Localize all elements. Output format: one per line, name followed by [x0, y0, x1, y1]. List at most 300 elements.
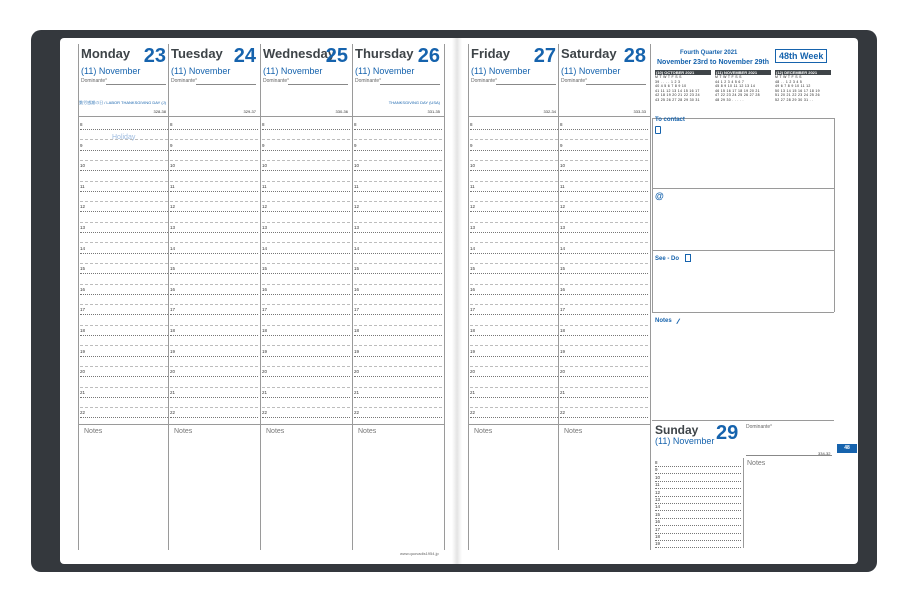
- divider: [652, 250, 834, 251]
- hour-label: 16: [470, 286, 476, 292]
- half-hour-row[interactable]: [80, 336, 168, 346]
- half-hour-row[interactable]: [560, 213, 648, 223]
- half-hour-row[interactable]: [354, 336, 442, 346]
- half-hour-row[interactable]: [80, 275, 168, 285]
- hour-row[interactable]: [170, 202, 258, 212]
- half-hour-row[interactable]: [560, 233, 648, 243]
- hour-label: 14: [80, 245, 86, 251]
- hour-row[interactable]: [80, 264, 168, 274]
- hour-row[interactable]: [262, 388, 350, 398]
- half-hour-row[interactable]: [262, 398, 350, 408]
- notes-label: Notes: [174, 428, 193, 435]
- hour-label: 9: [560, 142, 563, 148]
- hour-label: 21: [354, 389, 360, 395]
- holiday-label: THANKSGIVING DAY (USA): [388, 100, 440, 105]
- header-divider: [260, 116, 352, 117]
- hour-label: 10: [655, 474, 661, 480]
- half-hour-row[interactable]: [470, 378, 558, 388]
- hour-label: 18: [655, 534, 661, 539]
- hour-row[interactable]: [80, 182, 168, 192]
- half-hour-row[interactable]: [470, 151, 558, 161]
- hour-row[interactable]: [560, 367, 648, 377]
- half-hour-row[interactable]: [560, 192, 648, 202]
- hour-row[interactable]: [354, 141, 442, 151]
- half-hour-row[interactable]: [170, 275, 258, 285]
- hour-row[interactable]: [470, 347, 558, 357]
- mini-calendar-week: 47 22 23 24 25 26 27 28: [715, 93, 760, 98]
- column-divider: [352, 44, 353, 550]
- day-code: 329-37: [243, 109, 256, 114]
- half-hour-row[interactable]: [470, 254, 558, 264]
- divider: [652, 118, 653, 312]
- day-month: (11) November: [355, 66, 415, 76]
- half-hour-row[interactable]: [470, 357, 558, 367]
- hour-row[interactable]: [354, 244, 442, 254]
- day-column-friday: [468, 44, 560, 550]
- mini-calendar-weekdays: M T W T F S S: [775, 75, 802, 79]
- hour-row[interactable]: [470, 182, 558, 192]
- sunday-hour-row[interactable]: [655, 475, 741, 482]
- hour-row[interactable]: [354, 305, 442, 315]
- hour-label: 21: [470, 389, 476, 395]
- sunday-date: 29: [716, 422, 739, 444]
- hour-row[interactable]: [262, 223, 350, 233]
- hour-label: 10: [560, 163, 566, 169]
- hour-label: 13: [80, 225, 86, 230]
- hour-label: 18: [354, 328, 360, 333]
- sunday-hour-row[interactable]: [655, 519, 741, 526]
- half-hour-row[interactable]: [170, 254, 258, 264]
- hour-row[interactable]: [170, 305, 258, 315]
- hour-row[interactable]: [170, 182, 258, 192]
- mini-calendar-week: 42 18 19 20 21 22 23 24: [655, 93, 700, 98]
- hour-row[interactable]: [80, 305, 168, 315]
- hour-label: 22: [262, 410, 268, 416]
- hour-row[interactable]: [80, 161, 168, 171]
- dominante-line: [380, 84, 440, 85]
- hour-row[interactable]: [262, 305, 350, 315]
- half-hour-row[interactable]: [80, 316, 168, 326]
- half-hour-row[interactable]: [80, 295, 168, 305]
- half-hour-row[interactable]: [470, 233, 558, 243]
- hour-label: 16: [655, 519, 661, 525]
- hour-row[interactable]: [170, 408, 258, 418]
- hour-row[interactable]: [80, 120, 168, 130]
- half-hour-row[interactable]: [170, 192, 258, 202]
- half-hour-row[interactable]: [170, 357, 258, 367]
- day-month: (11) November: [263, 66, 323, 76]
- half-hour-row[interactable]: [170, 378, 258, 388]
- hour-label: 15: [170, 266, 176, 272]
- half-hour-row[interactable]: [354, 295, 442, 305]
- half-hour-row[interactable]: [354, 254, 442, 264]
- hour-label: 21: [560, 389, 566, 395]
- hour-label: 10: [170, 163, 176, 169]
- dominante-line: [196, 84, 256, 85]
- hour-row[interactable]: [80, 202, 168, 212]
- hour-row[interactable]: [80, 244, 168, 254]
- hour-row[interactable]: [560, 347, 648, 357]
- half-hour-row[interactable]: [170, 213, 258, 223]
- hour-row[interactable]: [354, 223, 442, 233]
- half-hour-row[interactable]: [170, 233, 258, 243]
- half-hour-row[interactable]: [354, 233, 442, 243]
- half-hour-row[interactable]: [170, 295, 258, 305]
- half-hour-row[interactable]: [80, 233, 168, 243]
- mini-calendar-week: 43 25 26 27 28 29 30 31: [655, 97, 700, 102]
- hour-row[interactable]: [354, 285, 442, 295]
- half-hour-row[interactable]: [262, 213, 350, 223]
- hour-label: 20: [80, 369, 86, 375]
- hour-row[interactable]: [80, 285, 168, 295]
- half-hour-row[interactable]: [470, 398, 558, 408]
- hour-label: 13: [655, 497, 661, 502]
- hour-row[interactable]: [170, 223, 258, 233]
- half-hour-row[interactable]: [80, 213, 168, 223]
- hour-row[interactable]: [354, 388, 442, 398]
- day-code: 330-36: [335, 109, 348, 114]
- hour-row[interactable]: [560, 326, 648, 336]
- sunday-hour-row[interactable]: [655, 467, 741, 474]
- day-code: 333-33: [633, 109, 646, 114]
- mini-calendar-title: (11) NOVEMBER 2021: [715, 70, 771, 75]
- hour-row[interactable]: [470, 244, 558, 254]
- day-name: Wednesday: [263, 46, 336, 61]
- half-hour-row[interactable]: [80, 357, 168, 367]
- hour-row[interactable]: [470, 202, 558, 212]
- hour-row[interactable]: [560, 244, 648, 254]
- day-number: 26: [417, 45, 440, 67]
- hour-row[interactable]: [80, 347, 168, 357]
- hour-row[interactable]: [560, 305, 648, 315]
- hour-row[interactable]: [170, 367, 258, 377]
- mini-calendar-week: 46 15 16 17 18 19 20 21: [715, 88, 760, 93]
- day-column-tuesday: [168, 44, 260, 550]
- half-hour-row[interactable]: [354, 378, 442, 388]
- hour-label: 22: [354, 410, 360, 416]
- day-number: 27: [533, 45, 556, 67]
- day-number: 23: [143, 45, 166, 67]
- half-hour-row[interactable]: [470, 172, 558, 182]
- half-hour-row[interactable]: [470, 316, 558, 326]
- day-name: Friday: [471, 46, 511, 61]
- hour-label: 19: [560, 348, 566, 354]
- notes-divider: [168, 424, 260, 425]
- hour-label: 20: [470, 369, 476, 375]
- hour-row[interactable]: [170, 388, 258, 398]
- hour-row[interactable]: [560, 182, 648, 192]
- hour-row[interactable]: [80, 408, 168, 418]
- hour-label: 18: [560, 328, 566, 333]
- header-divider: [468, 116, 560, 117]
- half-hour-row[interactable]: [262, 192, 350, 202]
- hour-label: 20: [262, 369, 268, 375]
- hour-row[interactable]: [560, 120, 648, 130]
- hour-label: 9: [470, 142, 473, 148]
- half-hour-row[interactable]: [560, 130, 648, 140]
- sunday-hour-row[interactable]: [655, 460, 741, 467]
- sunday-hour-row[interactable]: [655, 512, 741, 519]
- hour-row[interactable]: [262, 408, 350, 418]
- hour-row[interactable]: [170, 347, 258, 357]
- hour-row[interactable]: [354, 326, 442, 336]
- hour-label: 9: [655, 467, 658, 473]
- hour-row[interactable]: [262, 141, 350, 151]
- half-hour-row[interactable]: [262, 357, 350, 367]
- mini-calendar-week: 45 8 9 10 11 12 13 14: [715, 84, 756, 89]
- hour-label: 11: [470, 183, 475, 189]
- hour-label: 17: [354, 307, 360, 313]
- hour-row[interactable]: [560, 141, 648, 151]
- half-hour-row[interactable]: [80, 378, 168, 388]
- dominante-label: Dominante°: [263, 78, 290, 84]
- header-divider: [78, 116, 170, 117]
- half-hour-row[interactable]: [560, 336, 648, 346]
- half-hour-row[interactable]: [354, 192, 442, 202]
- hour-label: 10: [470, 163, 476, 169]
- mini-calendar: [655, 70, 711, 103]
- hour-row[interactable]: [560, 161, 648, 171]
- sunday-hour-row[interactable]: [655, 490, 741, 497]
- hour-label: 14: [354, 245, 360, 251]
- hour-row[interactable]: [80, 367, 168, 377]
- hour-label: 8: [354, 122, 357, 127]
- hour-label: 14: [655, 504, 661, 510]
- half-hour-row[interactable]: [470, 336, 558, 346]
- hour-row[interactable]: [262, 347, 350, 357]
- hour-label: 11: [80, 183, 85, 189]
- hour-row[interactable]: [80, 141, 168, 151]
- hour-label: 16: [560, 286, 566, 292]
- half-hour-row[interactable]: [262, 172, 350, 182]
- dominante-label: Dominante°: [171, 78, 198, 84]
- hour-row[interactable]: [262, 161, 350, 171]
- mini-calendar-week: 39 . . . . 1 2 3: [655, 79, 681, 84]
- sunday-hour-row[interactable]: [655, 504, 741, 511]
- hour-row[interactable]: [470, 367, 558, 377]
- half-hour-row[interactable]: [80, 151, 168, 161]
- sunday-code: 334-32: [818, 451, 831, 456]
- half-hour-row[interactable]: [262, 151, 350, 161]
- half-hour-row[interactable]: [560, 357, 648, 367]
- half-hour-row[interactable]: [262, 316, 350, 326]
- half-hour-row[interactable]: [80, 398, 168, 408]
- hour-label: 20: [170, 369, 176, 375]
- hour-label: 13: [470, 225, 476, 230]
- hour-row[interactable]: [354, 367, 442, 377]
- half-hour-row[interactable]: [80, 192, 168, 202]
- half-hour-row[interactable]: [170, 130, 258, 140]
- hour-row[interactable]: [470, 388, 558, 398]
- half-hour-row[interactable]: [170, 172, 258, 182]
- hour-label: 19: [655, 541, 661, 547]
- column-divider: [444, 44, 445, 550]
- hour-label: 10: [80, 163, 86, 169]
- day-number: 28: [623, 45, 646, 67]
- half-hour-row[interactable]: [560, 295, 648, 305]
- hour-label: 18: [80, 328, 86, 333]
- hour-label: 20: [560, 369, 566, 375]
- hour-row[interactable]: [170, 285, 258, 295]
- half-hour-row[interactable]: [470, 275, 558, 285]
- holiday-label: 勤労感謝の日 / LABOR THANKSGIVING DAY (J): [79, 100, 166, 105]
- half-hour-row[interactable]: [354, 275, 442, 285]
- half-hour-row[interactable]: [354, 316, 442, 326]
- hour-label: 12: [80, 204, 86, 210]
- mini-calendar-week: 49 6 7 8 9 10 11 12: [775, 84, 811, 89]
- half-hour-row[interactable]: [80, 254, 168, 264]
- half-hour-row[interactable]: [354, 130, 442, 140]
- half-hour-row[interactable]: [470, 192, 558, 202]
- pencil-icon: /: [675, 316, 681, 327]
- hour-label: 19: [170, 348, 176, 354]
- hour-label: 12: [655, 489, 661, 495]
- week-tab[interactable]: 48: [837, 444, 857, 453]
- hour-row[interactable]: [560, 264, 648, 274]
- hour-label: 13: [354, 225, 360, 230]
- hour-row[interactable]: [470, 305, 558, 315]
- hour-row[interactable]: [170, 141, 258, 151]
- hour-row[interactable]: [262, 202, 350, 212]
- half-hour-row[interactable]: [560, 316, 648, 326]
- half-hour-row[interactable]: [470, 295, 558, 305]
- hour-row[interactable]: [470, 120, 558, 130]
- half-hour-row[interactable]: [354, 172, 442, 182]
- half-hour-row[interactable]: [170, 316, 258, 326]
- mini-calendar-week: 48 29 30 . . . . .: [715, 97, 744, 102]
- to-contact-label: To contact: [655, 117, 685, 123]
- hour-row[interactable]: [262, 120, 350, 130]
- hour-row[interactable]: [170, 120, 258, 130]
- half-hour-row[interactable]: [262, 295, 350, 305]
- half-hour-row[interactable]: [470, 130, 558, 140]
- notes-label: Notes: [266, 428, 285, 435]
- hour-row[interactable]: [170, 326, 258, 336]
- hour-row[interactable]: [560, 223, 648, 233]
- hour-label: 16: [80, 286, 86, 292]
- half-hour-row[interactable]: [170, 151, 258, 161]
- email-icon: @: [655, 191, 664, 201]
- hour-label: 22: [560, 410, 566, 416]
- hour-row[interactable]: [560, 285, 648, 295]
- day-name: Tuesday: [171, 46, 223, 61]
- hour-row[interactable]: [354, 120, 442, 130]
- half-hour-row[interactable]: [262, 378, 350, 388]
- hour-row[interactable]: [470, 223, 558, 233]
- hour-row[interactable]: [470, 161, 558, 171]
- half-hour-row[interactable]: [80, 172, 168, 182]
- hour-row[interactable]: [470, 285, 558, 295]
- hour-row[interactable]: [262, 182, 350, 192]
- planner-spine: [452, 38, 462, 564]
- day-month: (11) November: [561, 66, 621, 76]
- sunday-hour-row[interactable]: [655, 497, 741, 504]
- hour-row[interactable]: [354, 161, 442, 171]
- hour-label: 15: [470, 266, 476, 272]
- dominante-line: [106, 84, 166, 85]
- hour-label: 14: [170, 245, 176, 251]
- half-hour-row[interactable]: [560, 172, 648, 182]
- hour-row[interactable]: [354, 408, 442, 418]
- half-hour-row[interactable]: [262, 336, 350, 346]
- hour-label: 17: [560, 307, 566, 313]
- divider: [652, 420, 834, 421]
- sunday-hour-row[interactable]: [655, 482, 741, 489]
- hour-row[interactable]: [354, 264, 442, 274]
- hour-row[interactable]: [470, 326, 558, 336]
- mini-calendar-title: (12) DECEMBER 2021: [775, 70, 831, 75]
- hour-label: 11: [354, 183, 359, 189]
- hour-row[interactable]: [262, 285, 350, 295]
- hour-label: 12: [262, 204, 268, 210]
- half-hour-row[interactable]: [262, 130, 350, 140]
- hour-row[interactable]: [80, 223, 168, 233]
- hour-label: 15: [262, 266, 268, 272]
- day-code: 328-38: [153, 109, 166, 114]
- see-do-label: See - Do: [655, 256, 680, 262]
- half-hour-row[interactable]: [354, 398, 442, 408]
- hour-row[interactable]: [262, 244, 350, 254]
- half-hour-row[interactable]: [170, 398, 258, 408]
- notes-divider: [558, 424, 650, 425]
- header-divider: [352, 116, 444, 117]
- sunday-hour-row[interactable]: [655, 541, 741, 548]
- notes-divider: [468, 424, 560, 425]
- hour-row[interactable]: [170, 244, 258, 254]
- half-hour-row[interactable]: [354, 213, 442, 223]
- half-hour-row[interactable]: [560, 378, 648, 388]
- half-hour-row[interactable]: [560, 275, 648, 285]
- half-hour-row[interactable]: [354, 357, 442, 367]
- hour-row[interactable]: [470, 264, 558, 274]
- hour-row[interactable]: [354, 347, 442, 357]
- half-hour-row[interactable]: [560, 398, 648, 408]
- half-hour-row[interactable]: [560, 151, 648, 161]
- half-hour-row[interactable]: [560, 254, 648, 264]
- half-hour-row[interactable]: [262, 233, 350, 243]
- sunday-hour-row[interactable]: [655, 527, 741, 534]
- hour-row[interactable]: [170, 264, 258, 274]
- hour-row[interactable]: [80, 388, 168, 398]
- half-hour-row[interactable]: [262, 275, 350, 285]
- mini-calendar: [715, 70, 771, 103]
- half-hour-row[interactable]: [262, 254, 350, 264]
- dominante-line: [496, 84, 556, 85]
- hour-row[interactable]: [80, 326, 168, 336]
- hour-row[interactable]: [560, 408, 648, 418]
- mini-calendar-title: (10) OCTOBER 2021: [655, 70, 711, 75]
- hour-row[interactable]: [354, 202, 442, 212]
- hour-row[interactable]: [262, 367, 350, 377]
- sunday-notes-label: Notes: [747, 460, 766, 467]
- hour-row[interactable]: [262, 326, 350, 336]
- half-hour-row[interactable]: [354, 151, 442, 161]
- hour-row[interactable]: [560, 202, 648, 212]
- quarter-label: [680, 50, 737, 56]
- hour-row[interactable]: [170, 161, 258, 171]
- hour-row[interactable]: [262, 264, 350, 274]
- hour-row[interactable]: [470, 141, 558, 151]
- hour-label: 8: [80, 122, 83, 127]
- day-column-saturday: [558, 44, 650, 550]
- hour-row[interactable]: [560, 388, 648, 398]
- half-hour-row[interactable]: [470, 213, 558, 223]
- notes-label: Notes: [474, 428, 493, 435]
- half-hour-row[interactable]: [170, 336, 258, 346]
- hour-row[interactable]: [354, 182, 442, 192]
- hour-row[interactable]: [470, 408, 558, 418]
- sunday-hour-row[interactable]: [655, 534, 741, 541]
